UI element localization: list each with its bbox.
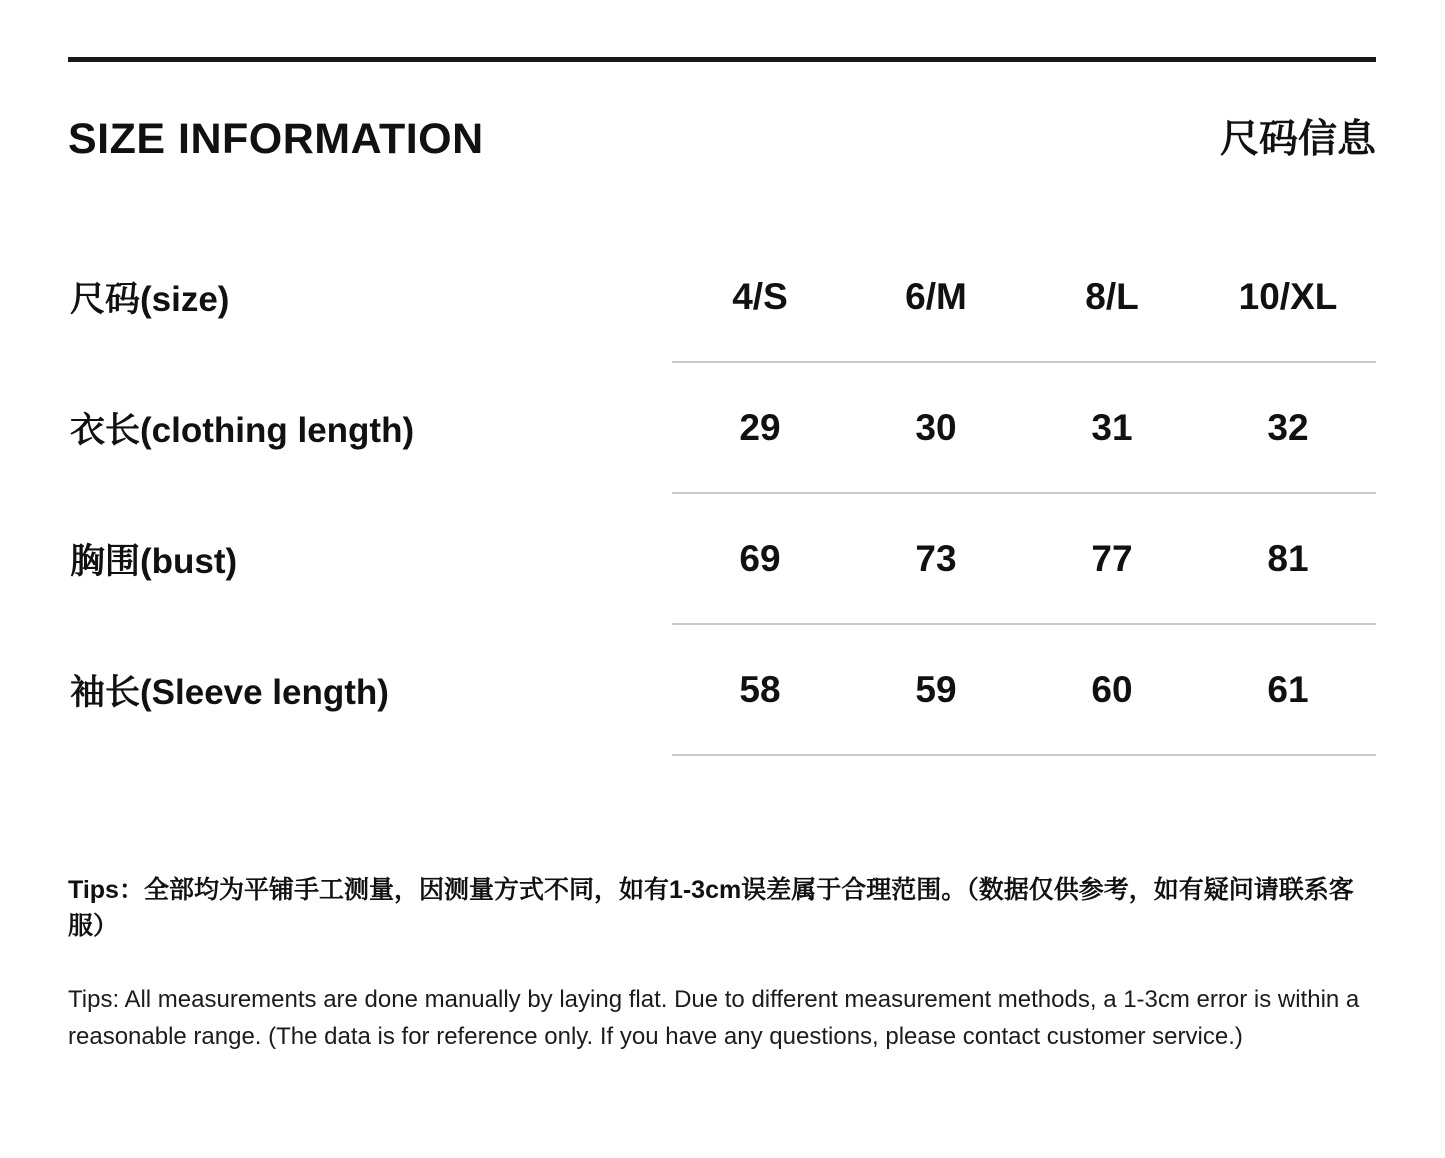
size-header-l: 8/L (1024, 232, 1200, 362)
clothing-length-l: 31 (1024, 362, 1200, 493)
page-header (68, 108, 1376, 170)
sleeve-length-l: 60 (1024, 624, 1200, 755)
sleeve-length-s: 58 (672, 624, 848, 755)
sleeve-length-xl: 61 (1200, 624, 1376, 755)
page-title-english: SIZE INFORMATION (68, 114, 484, 163)
top-divider (68, 57, 1376, 62)
size-header-m: 6/M (848, 232, 1024, 362)
clothing-length-xl: 32 (1200, 362, 1376, 493)
page-title-chinese: 尺码信息 (1219, 117, 1376, 161)
bust-xl: 81 (1200, 493, 1376, 624)
clothing-length-m: 30 (848, 362, 1024, 493)
bust-s: 69 (672, 493, 848, 624)
table-row (68, 493, 1376, 624)
bust-m: 73 (848, 493, 1024, 624)
size-header-s: 4/S (672, 232, 848, 362)
tips-english: Tips: All measurements are done manually by laying flat. Due to different measurement methods, a 1-3cm error is within a reasonable range. (The data is for reference only. If you have any questions, please contact customer service.) (68, 986, 1360, 1051)
sleeve-length-m: 59 (848, 624, 1024, 755)
table-row (68, 362, 1376, 493)
size-header-xl: 10/XL (1200, 232, 1376, 362)
row-label-bust: 胸围(bust) (70, 541, 238, 581)
size-row-label: 尺码(size) (70, 279, 230, 319)
table-header-row (68, 232, 1376, 362)
bust-l: 77 (1024, 493, 1200, 624)
size-chart-table (68, 232, 1376, 756)
row-label-sleeve-length: 袖长(Sleeve length) (70, 672, 389, 712)
clothing-length-s: 29 (672, 362, 848, 493)
table-row (68, 624, 1376, 755)
tips-chinese: Tips：全部均为平铺手工测量，因测量方式不同，如有1-3cm误差属于合理范围。（数据仅供参考，如有疑问请联系客服） (68, 876, 1354, 941)
row-label-clothing-length: 衣长(clothing length) (70, 410, 415, 450)
